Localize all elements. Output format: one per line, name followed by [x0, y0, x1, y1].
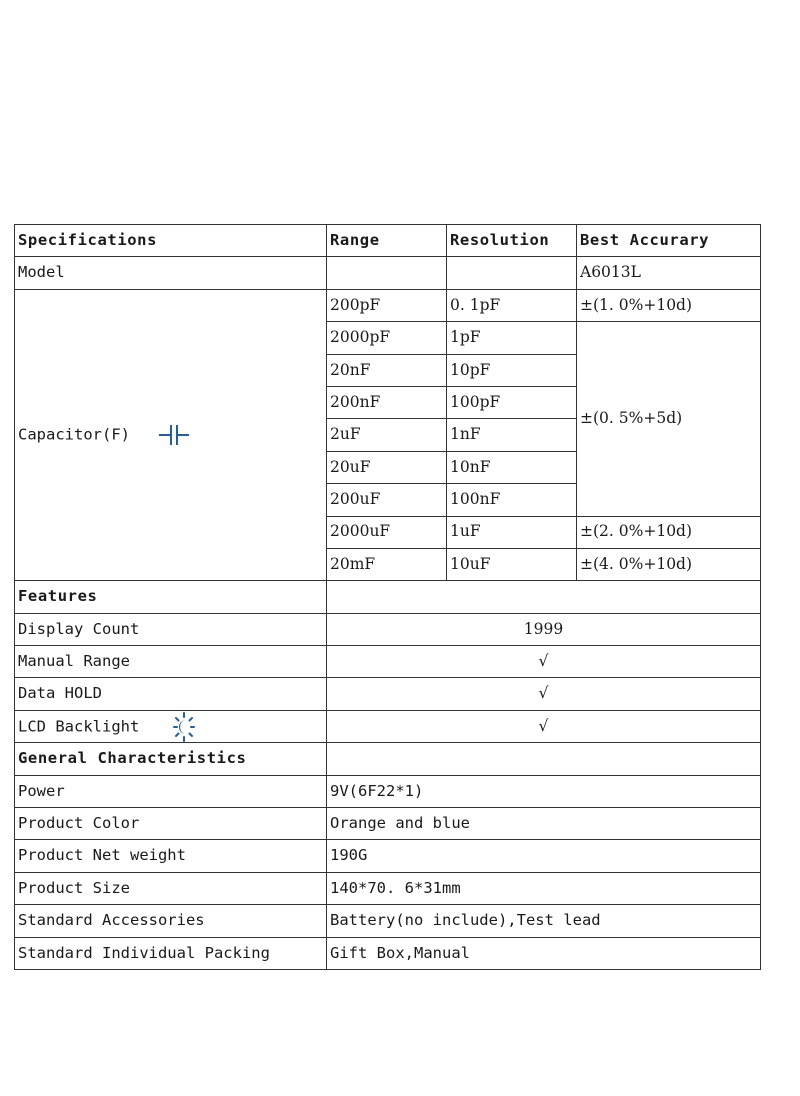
- capacitor-row: [15, 289, 761, 321]
- features-header-row: [15, 581, 761, 613]
- feature-row: [15, 646, 761, 678]
- general-title: General Characteristics: [15, 743, 327, 775]
- capacitor-accuracy: ±(4. 0%+10d): [577, 548, 761, 580]
- specifications-table: [14, 224, 761, 970]
- feature-value: √: [327, 710, 761, 742]
- general-value: 9V(6F22*1): [327, 775, 761, 807]
- capacitor-range: 200nF: [327, 386, 447, 418]
- capacitor-range: 2000pF: [327, 322, 447, 354]
- model-range-empty: [327, 257, 447, 289]
- capacitor-range: 200uF: [327, 484, 447, 516]
- feature-label: LCD Backlight: [18, 717, 140, 736]
- header-resolution: Resolution: [447, 225, 577, 257]
- feature-label: Manual Range: [15, 646, 327, 678]
- capacitor-accuracy: ±(0. 5%+5d): [577, 322, 761, 516]
- general-label: Product Size: [15, 872, 327, 904]
- feature-label: Display Count: [15, 613, 327, 645]
- backlight-sun-icon: [173, 712, 195, 742]
- feature-value: √: [327, 678, 761, 710]
- capacitor-range: 2000uF: [327, 516, 447, 548]
- general-header-row: [15, 743, 761, 775]
- capacitor-resolution: 10nF: [447, 451, 577, 483]
- general-label: Power: [15, 775, 327, 807]
- feature-label: Data HOLD: [15, 678, 327, 710]
- feature-row: [15, 678, 761, 710]
- general-value: Orange and blue: [327, 808, 761, 840]
- capacitor-resolution: 1uF: [447, 516, 577, 548]
- general-value: Battery(no include),Test lead: [327, 905, 761, 937]
- general-row: [15, 775, 761, 807]
- model-row: [15, 257, 761, 289]
- capacitor-icon: [159, 424, 189, 446]
- capacitor-label-cell: [15, 289, 327, 581]
- general-label: Standard Individual Packing: [15, 937, 327, 969]
- capacitor-range: 20uF: [327, 451, 447, 483]
- capacitor-resolution: 10pF: [447, 354, 577, 386]
- general-row: [15, 937, 761, 969]
- model-label: Model: [15, 257, 327, 289]
- feature-label-cell: [15, 710, 327, 742]
- model-value: A6013L: [577, 257, 761, 289]
- capacitor-resolution: 0. 1pF: [447, 289, 577, 321]
- capacitor-resolution: 1nF: [447, 419, 577, 451]
- capacitor-range: 2uF: [327, 419, 447, 451]
- general-row: [15, 872, 761, 904]
- capacitor-resolution: 1pF: [447, 322, 577, 354]
- feature-value: √: [327, 646, 761, 678]
- general-label: Product Color: [15, 808, 327, 840]
- features-header-empty: [327, 581, 761, 613]
- feature-value: 1999: [327, 613, 761, 645]
- general-row: [15, 905, 761, 937]
- feature-row: [15, 613, 761, 645]
- general-label: Standard Accessories: [15, 905, 327, 937]
- general-row: [15, 808, 761, 840]
- features-title: Features: [15, 581, 327, 613]
- general-header-empty: [327, 743, 761, 775]
- feature-row: [15, 710, 761, 742]
- capacitor-label: Capacitor(F): [18, 425, 130, 444]
- general-value: 140*70. 6*31mm: [327, 872, 761, 904]
- general-value: 190G: [327, 840, 761, 872]
- general-row: [15, 840, 761, 872]
- capacitor-range: 20mF: [327, 548, 447, 580]
- capacitor-accuracy: ±(2. 0%+10d): [577, 516, 761, 548]
- header-specifications: Specifications: [15, 225, 327, 257]
- capacitor-resolution: 100nF: [447, 484, 577, 516]
- header-row: [15, 225, 761, 257]
- capacitor-resolution: 100pF: [447, 386, 577, 418]
- capacitor-range: 200pF: [327, 289, 447, 321]
- general-label: Product Net weight: [15, 840, 327, 872]
- capacitor-accuracy: ±(1. 0%+10d): [577, 289, 761, 321]
- capacitor-resolution: 10uF: [447, 548, 577, 580]
- model-resolution-empty: [447, 257, 577, 289]
- general-value: Gift Box,Manual: [327, 937, 761, 969]
- capacitor-range: 20nF: [327, 354, 447, 386]
- header-range: Range: [327, 225, 447, 257]
- header-accuracy: Best Accurary: [577, 225, 761, 257]
